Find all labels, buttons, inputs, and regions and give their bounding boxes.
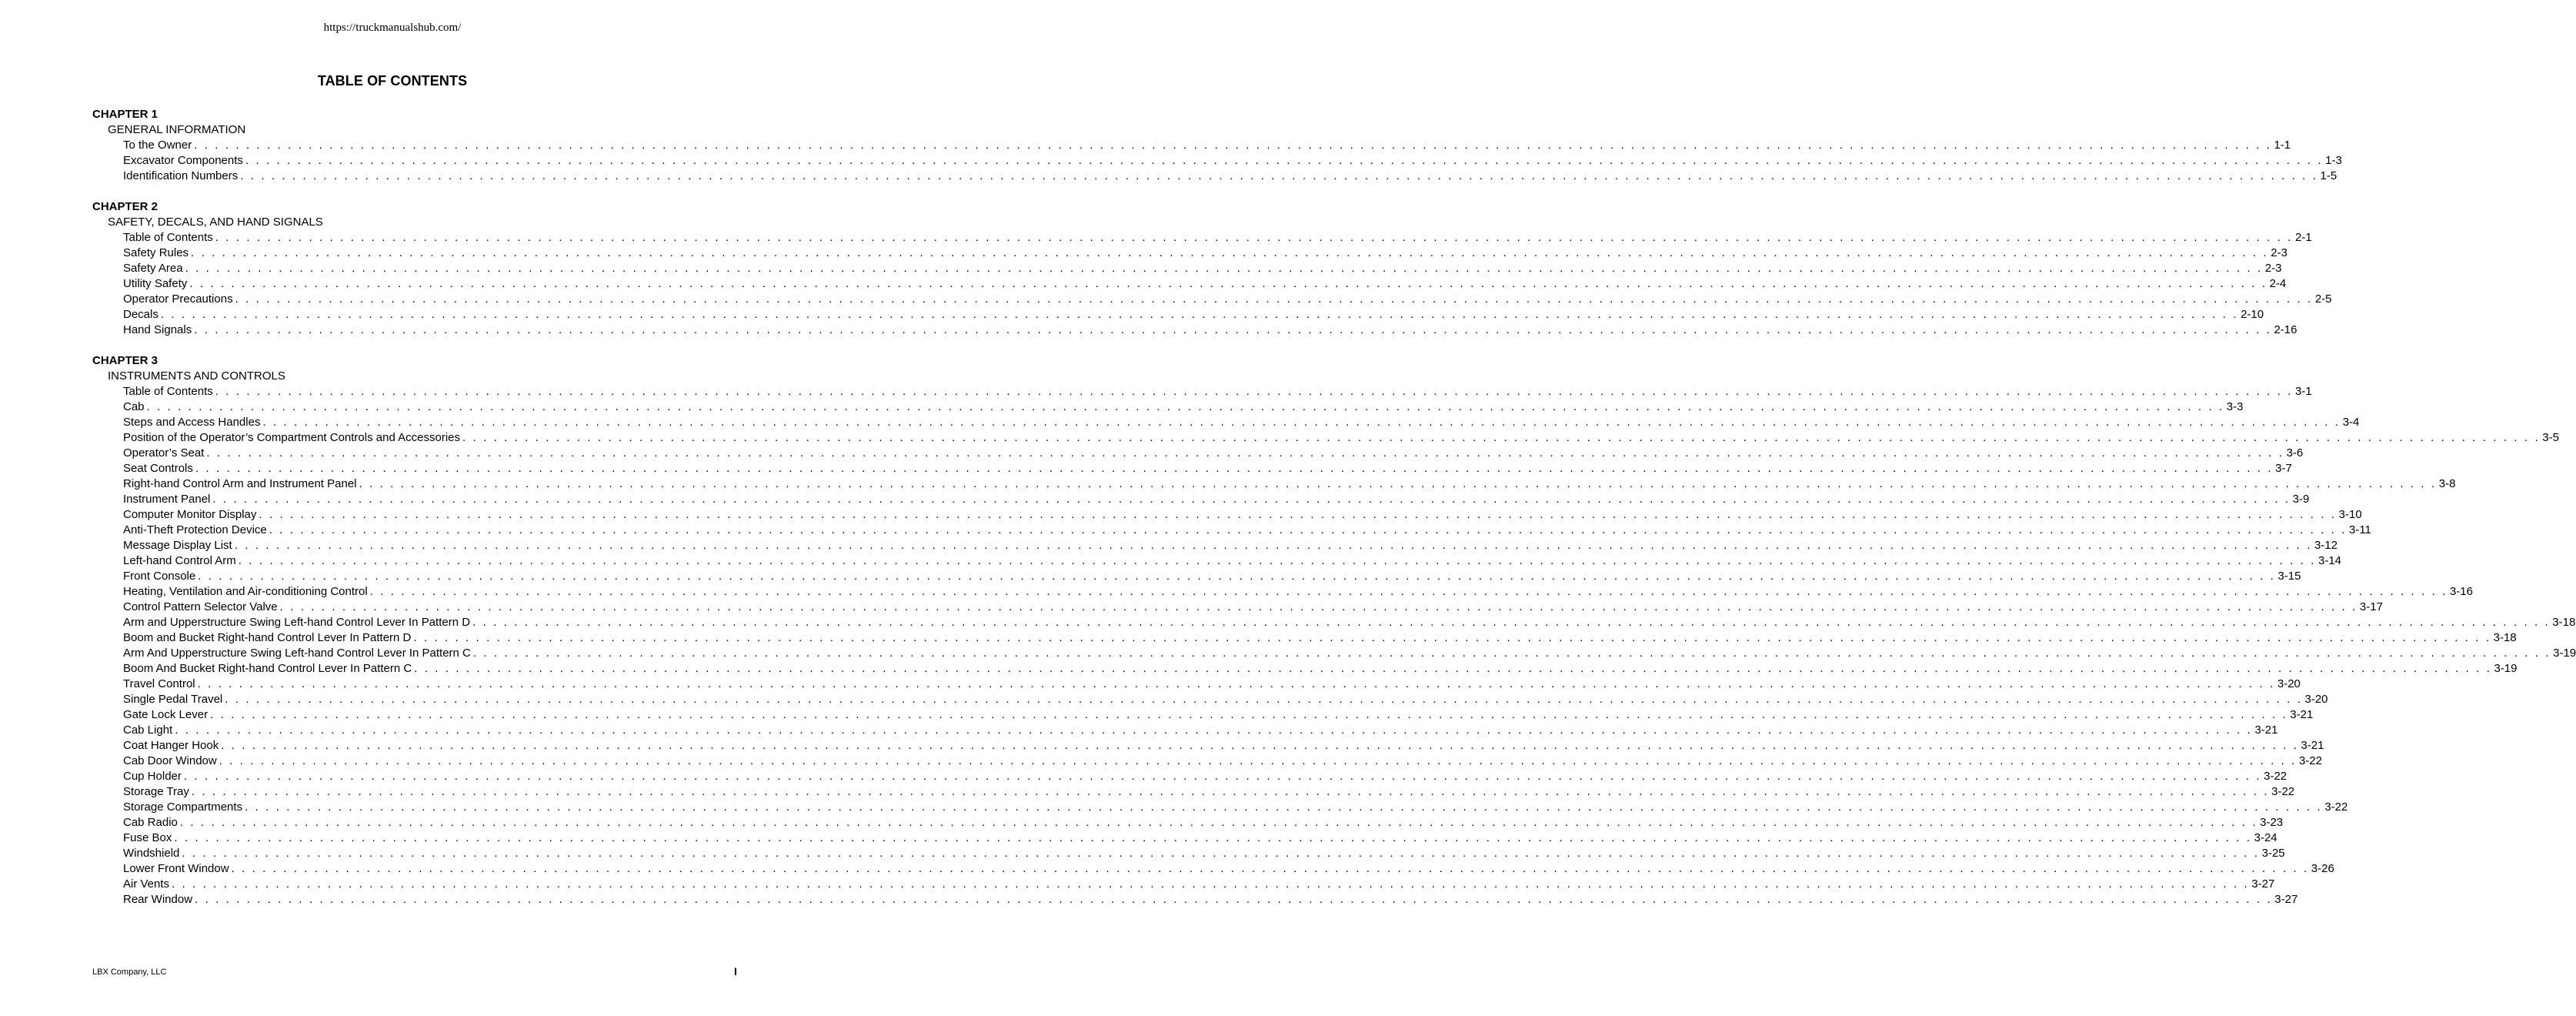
toc-entry-title: Travel Control <box>123 677 195 690</box>
dot-leader: . . . . . . . . . . . . . . . . . . . . . . . . . . . . . . . . . . . . . . . . . . . . . . . . . . . . . . . . . . . . . . . . . . . . . . . . . . . . . . . . . . . . . . . . . . . . . . . . . . . . . . . . . . . . . . . . . . . . . . . . . . . . . . . . . . . . . . . . . . . . . . . . . . . . . . . . . . . . . . . . . . . . . . . . . . . . . . . . . . . . . . . . . . . . . . . . . . . . . . . . <box>182 847 2260 860</box>
dot-leader: . . . . . . . . . . . . . . . . . . . . . . . . . . . . . . . . . . . . . . . . . . . . . . . . . . . . . . . . . . . . . . . . . . . . . . . . . . . . . . . . . . . . . . . . . . . . . . . . . . . . . . . . . . . . . . . . . . . . . . . . . . . . . . . . . . . . . . . . . . . . . . . . . . . . . . . . . . . . . . . . . . . . . . . . . . . . . . . . . . . . . . . . . . . . . . . . . . . . . . . . <box>235 292 2313 306</box>
dot-leader: . . . . . . . . . . . . . . . . . . . . . . . . . . . . . . . . . . . . . . . . . . . . . . . . . . . . . . . . . . . . . . . . . . . . . . . . . . . . . . . . . . . . . . . . . . . . . . . . . . . . . . . . . . . . . . . . . . . . . . . . . . . . . . . . . . . . . . . . . . . . . . . . . . . . . . . . . . . . . . . . . . . . . . . . . . . . . . . . . . . . . . . . . . . . . . . . . . . . . . . . <box>359 477 2437 490</box>
toc-entry[interactable] <box>92 800 2348 815</box>
toc-entry-title: Arm And Upperstructure Swing Left-hand Control Lever In Pattern C <box>123 647 471 660</box>
toc-entry-title: Table of Contents <box>123 385 213 398</box>
dot-leader: . . . . . . . . . . . . . . . . . . . . . . . . . . . . . . . . . . . . . . . . . . . . . . . . . . . . . . . . . . . . . . . . . . . . . . . . . . . . . . . . . . . . . . . . . . . . . . . . . . . . . . . . . . . . . . . . . . . . . . . . . . . . . . . . . . . . . . . . . . . . . . . . . . . . . . . . . . . . . . . . . . . . . . . . . . . . . . . . . . . . . . . . . . . . . . . . . . . . . . . . <box>197 677 2275 690</box>
toc-entry-title: Arm and Upperstructure Swing Left-hand Control Lever In Pattern D <box>123 616 471 629</box>
toc-entry[interactable] <box>92 600 2383 615</box>
toc-entry-page: 3-16 <box>2449 585 2473 598</box>
toc-entry-title: Boom and Bucket Right-hand Control Lever In Pattern D <box>123 631 412 644</box>
toc-entry-page: 3-18 <box>2493 631 2517 644</box>
toc-entry-title: Cab Door Window <box>123 754 217 767</box>
toc-entry-title: Operator’s Seat <box>123 446 205 460</box>
toc-entry-page: 3-22 <box>2271 785 2295 798</box>
toc-entry-page: 3-22 <box>2324 800 2348 814</box>
toc-entry[interactable] <box>92 815 2284 831</box>
chapter-section <box>92 199 2332 338</box>
toc-entry[interactable] <box>92 507 2362 523</box>
page-title: TABLE OF CONTENTS <box>317 73 468 89</box>
toc-entry-page: 3-24 <box>2254 831 2277 844</box>
dot-leader: . . . . . . . . . . . . . . . . . . . . . . . . . . . . . . . . . . . . . . . . . . . . . . . . . . . . . . . . . . . . . . . . . . . . . . . . . . . . . . . . . . . . . . . . . . . . . . . . . . . . . . . . . . . . . . . . . . . . . . . . . . . . . . . . . . . . . . . . . . . . . . . . . . . . . . . . . . . . . . . . . . . . . . . . . . . . . . . . . . . . . . . . . . . . . . . . . . . . . . . . <box>414 662 2492 675</box>
table-of-contents <box>92 107 2576 923</box>
dot-leader: . . . . . . . . . . . . . . . . . . . . . . . . . . . . . . . . . . . . . . . . . . . . . . . . . . . . . . . . . . . . . . . . . . . . . . . . . . . . . . . . . . . . . . . . . . . . . . . . . . . . . . . . . . . . . . . . . . . . . . . . . . . . . . . . . . . . . . . . . . . . . . . . . . . . . . . . . . . . . . . . . . . . . . . . . . . . . . . . . . . . . . . . . . . . . . . . . . . . . . . . <box>234 539 2312 552</box>
toc-entry-title: Position of the Operator’s Compartment Controls and Accessories <box>123 431 460 444</box>
toc-entry-title: Left-hand Control Arm <box>123 554 236 567</box>
toc-entry-page: 3-15 <box>2277 570 2301 583</box>
toc-entry[interactable] <box>92 769 2287 784</box>
dot-leader: . . . . . . . . . . . . . . . . . . . . . . . . . . . . . . . . . . . . . . . . . . . . . . . . . . . . . . . . . . . . . . . . . . . . . . . . . . . . . . . . . . . . . . . . . . . . . . . . . . . . . . . . . . . . . . . . . . . . . . . . . . . . . . . . . . . . . . . . . . . . . . . . . . . . . . . . . . . . . . . . . . . . . . . . . . . . . . . . . . . . . . . . . . . . . . . . . . . . . . . . <box>195 462 2274 475</box>
toc-entry-title: Cab <box>123 400 145 413</box>
toc-entry-page: 3-11 <box>2348 523 2371 536</box>
toc-entry-page: 3-17 <box>2359 600 2383 613</box>
toc-entry-page: 3-25 <box>2261 847 2285 860</box>
dot-leader: . . . . . . . . . . . . . . . . . . . . . . . . . . . . . . . . . . . . . . . . . . . . . . . . . . . . . . . . . . . . . . . . . . . . . . . . . . . . . . . . . . . . . . . . . . . . . . . . . . . . . . . . . . . . . . . . . . . . . . . . . . . . . . . . . . . . . . . . . . . . . . . . . . . . . . . . . . . . . . . . . . . . . . . . . . . . . . . . . . . . . . . . . . . . . . . . . . . . . . . . <box>185 262 2263 275</box>
toc-entry-page: 2-1 <box>2294 231 2312 244</box>
toc-entry-title: Front Console <box>123 570 196 583</box>
toc-entry[interactable] <box>92 569 2301 584</box>
toc-entry[interactable] <box>92 553 2342 569</box>
toc-entry-page: 3-4 <box>2342 416 2360 429</box>
toc-entry[interactable] <box>92 738 2324 754</box>
source-url: https://truckmanualshub.com/ <box>323 22 462 34</box>
dot-leader: . . . . . . . . . . . . . . . . . . . . . . . . . . . . . . . . . . . . . . . . . . . . . . . . . . . . . . . . . . . . . . . . . . . . . . . . . . . . . . . . . . . . . . . . . . . . . . . . . . . . . . . . . . . . . . . . . . . . . . . . . . . . . . . . . . . . . . . . . . . . . . . . . . . . . . . . . . . . . . . . . . . . . . . . . . . . . . . . . . . . . . . . . . . . . . . . . . . . . . . . <box>210 708 2288 721</box>
toc-entry-title: Right-hand Control Arm and Instrument Panel <box>123 477 357 490</box>
toc-entry[interactable] <box>92 754 2322 769</box>
toc-entry[interactable] <box>92 276 2287 292</box>
toc-entry[interactable] <box>92 323 2297 338</box>
toc-entry-title: Boom And Bucket Right-hand Control Lever In Pattern C <box>123 662 412 675</box>
dot-leader: . . . . . . . . . . . . . . . . . . . . . . . . . . . . . . . . . . . . . . . . . . . . . . . . . . . . . . . . . . . . . . . . . . . . . . . . . . . . . . . . . . . . . . . . . . . . . . . . . . . . . . . . . . . . . . . . . . . . . . . . . . . . . . . . . . . . . . . . . . . . . . . . . . . . . . . . . . . . . . . . . . . . . . . . . . . . . . . . . . . . . . . . . . . . . . . . . . . . . . . . <box>183 770 2262 783</box>
toc-entry-title: Cab Radio <box>123 816 178 829</box>
toc-entry-page: 3-21 <box>2290 708 2314 721</box>
toc-entry[interactable] <box>92 461 2292 476</box>
toc-entry-page: 3-22 <box>2298 754 2322 767</box>
toc-entry[interactable] <box>92 169 2337 184</box>
toc-entry[interactable] <box>92 892 2298 907</box>
toc-entry-title: Heating, Ventilation and Air-conditioning Control <box>123 585 368 598</box>
toc-entry-title: Message Display List <box>123 539 232 552</box>
dot-leader: . . . . . . . . . . . . . . . . . . . . . . . . . . . . . . . . . . . . . . . . . . . . . . . . . . . . . . . . . . . . . . . . . . . . . . . . . . . . . . . . . . . . . . . . . . . . . . . . . . . . . . . . . . . . . . . . . . . . . . . . . . . . . . . . . . . . . . . . . . . . . . . . . . . . . . . . . . . . . . . . . . . . . . . . . . . . . . . . . . . . . . . . . . . . . . . . . . . . . . . . <box>245 800 2323 814</box>
toc-entry-page: 3-1 <box>2294 385 2312 398</box>
toc-entry-page: 3-3 <box>2226 400 2244 413</box>
toc-entry-page: 3-9 <box>2292 493 2310 506</box>
toc-entry[interactable] <box>92 877 2275 892</box>
toc-entry[interactable] <box>92 384 2312 399</box>
toc-entry-page: 3-20 <box>2304 693 2328 706</box>
toc-entry-page: 3-19 <box>2553 647 2576 660</box>
toc-entry-page: 1-1 <box>2274 139 2291 152</box>
toc-entry-title: Table of Contents <box>123 231 213 244</box>
toc-entry-title: Safety Rules <box>123 246 189 259</box>
dot-leader: . . . . . . . . . . . . . . . . . . . . . . . . . . . . . . . . . . . . . . . . . . . . . . . . . . . . . . . . . . . . . . . . . . . . . . . . . . . . . . . . . . . . . . . . . . . . . . . . . . . . . . . . . . . . . . . . . . . . . . . . . . . . . . . . . . . . . . . . . . . . . . . . . . . . . . . . . . . . . . . . . . . . . . . . . . . . . . . . . . . . . . . . . . . . . . . . . . . . . . . . <box>191 785 2270 798</box>
chapter-section <box>92 353 2576 907</box>
dot-leader: . . . . . . . . . . . . . . . . . . . . . . . . . . . . . . . . . . . . . . . . . . . . . . . . . . . . . . . . . . . . . . . . . . . . . . . . . . . . . . . . . . . . . . . . . . . . . . . . . . . . . . . . . . . . . . . . . . . . . . . . . . . . . . . . . . . . . . . . . . . . . . . . . . . . . . . . . . . . . . . . . . . . . . . . . . . . . . . . . . . . . . . . . . . . . . . . . . . . . . . . <box>206 446 2284 460</box>
toc-entry-title: Safety Area <box>123 262 183 275</box>
toc-entry[interactable] <box>92 630 2517 646</box>
dot-leader: . . . . . . . . . . . . . . . . . . . . . . . . . . . . . . . . . . . . . . . . . . . . . . . . . . . . . . . . . . . . . . . . . . . . . . . . . . . . . . . . . . . . . . . . . . . . . . . . . . . . . . . . . . . . . . . . . . . . . . . . . . . . . . . . . . . . . . . . . . . . . . . . . . . . . . . . . . . . . . . . . . . . . . . . . . . . . . . . . . . . . . . . . . . . . . . . . . . . . . . . <box>413 631 2491 644</box>
toc-entry[interactable] <box>92 153 2342 169</box>
toc-entry-page: 2-4 <box>2269 277 2287 290</box>
dot-leader: . . . . . . . . . . . . . . . . . . . . . . . . . . . . . . . . . . . . . . . . . . . . . . . . . . . . . . . . . . . . . . . . . . . . . . . . . . . . . . . . . . . . . . . . . . . . . . . . . . . . . . . . . . . . . . . . . . . . . . . . . . . . . . . . . . . . . . . . . . . . . . . . . . . . . . . . . . . . . . . . . . . . . . . . . . . . . . . . . . . . . . . . . . . . . . . . . . . . . . . . <box>238 554 2316 567</box>
toc-entry[interactable] <box>92 538 2337 553</box>
toc-entry-title: Single Pedal Travel <box>123 693 223 706</box>
toc-entry[interactable] <box>92 523 2371 538</box>
toc-entry[interactable] <box>92 292 2332 307</box>
dot-leader: . . . . . . . . . . . . . . . . . . . . . . . . . . . . . . . . . . . . . . . . . . . . . . . . . . . . . . . . . . . . . . . . . . . . . . . . . . . . . . . . . . . . . . . . . . . . . . . . . . . . . . . . . . . . . . . . . . . . . . . . . . . . . . . . . . . . . . . . . . . . . . . . . . . . . . . . . . . . . . . . . . . . . . . . . . . . . . . . . . . . . . . . . . . . . . . . . . . . . . . . <box>240 169 2318 182</box>
toc-entry-title: To the Owner <box>123 139 192 152</box>
dot-leader: . . . . . . . . . . . . . . . . . . . . . . . . . . . . . . . . . . . . . . . . . . . . . . . . . . . . . . . . . . . . . . . . . . . . . . . . . . . . . . . . . . . . . . . . . . . . . . . . . . . . . . . . . . . . . . . . . . . . . . . . . . . . . . . . . . . . . . . . . . . . . . . . . . . . . . . . . . . . . . . . . . . . . . . . . . . . . . . . . . . . . . . . . . . . . . . . . . . . . . . . <box>172 877 2250 891</box>
toc-entry-title: Identification Numbers <box>123 169 239 182</box>
dot-leader: . . . . . . . . . . . . . . . . . . . . . . . . . . . . . . . . . . . . . . . . . . . . . . . . . . . . . . . . . . . . . . . . . . . . . . . . . . . . . . . . . . . . . . . . . . . . . . . . . . . . . . . . . . . . . . . . . . . . . . . . . . . . . . . . . . . . . . . . . . . . . . . . . . . . . . . . . . . . . . . . . . . . . . . . . . . . . . . . . . . . . . . . . . . . . . . . . . . . . . . . <box>219 754 2297 767</box>
toc-entry[interactable] <box>92 476 2456 492</box>
toc-entry-page: 1-5 <box>2320 169 2337 182</box>
toc-entry-page: 3-8 <box>2438 477 2456 490</box>
dot-leader: . . . . . . . . . . . . . . . . . . . . . . . . . . . . . . . . . . . . . . . . . . . . . . . . . . . . . . . . . . . . . . . . . . . . . . . . . . . . . . . . . . . . . . . . . . . . . . . . . . . . . . . . . . . . . . . . . . . . . . . . . . . . . . . . . . . . . . . . . . . . . . . . . . . . . . . . . . . . . . . . . . . . . . . . . . . . . . . . . . . . . . . . . . . . . . . . . . . . . . . . <box>225 693 2303 706</box>
toc-entry[interactable] <box>92 707 2314 723</box>
chapter-section <box>92 107 2342 184</box>
toc-entry-title: Computer Monitor Display <box>123 508 257 521</box>
toc-entry[interactable] <box>92 415 2360 430</box>
toc-entry-title: Control Pattern Selector Valve <box>123 600 278 613</box>
toc-entry[interactable] <box>92 307 2264 323</box>
toc-entry-title: Cup Holder <box>123 770 182 783</box>
dot-leader: . . . . . . . . . . . . . . . . . . . . . . . . . . . . . . . . . . . . . . . . . . . . . . . . . . . . . . . . . . . . . . . . . . . . . . . . . . . . . . . . . . . . . . . . . . . . . . . . . . . . . . . . . . . . . . . . . . . . . . . . . . . . . . . . . . . . . . . . . . . . . . . . . . . . . . . . . . . . . . . . . . . . . . . . . . . . . . . . . . . . . . . . . . . . . . . . . . . . . . . . <box>191 246 2269 259</box>
toc-entry-page: 3-27 <box>2274 893 2298 906</box>
toc-entry-page: 3-5 <box>2542 431 2559 444</box>
dot-leader: . . . . . . . . . . . . . . . . . . . . . . . . . . . . . . . . . . . . . . . . . . . . . . . . . . . . . . . . . . . . . . . . . . . . . . . . . . . . . . . . . . . . . . . . . . . . . . . . . . . . . . . . . . . . . . . . . . . . . . . . . . . . . . . . . . . . . . . . . . . . . . . . . . . . . . . . . . . . . . . . . . . . . . . . . . . . . . . . . . . . . . . . . . . . . . . . . . . . . . . . <box>212 493 2291 506</box>
dot-leader: . . . . . . . . . . . . . . . . . . . . . . . . . . . . . . . . . . . . . . . . . . . . . . . . . . . . . . . . . . . . . . . . . . . . . . . . . . . . . . . . . . . . . . . . . . . . . . . . . . . . . . . . . . . . . . . . . . . . . . . . . . . . . . . . . . . . . . . . . . . . . . . . . . . . . . . . . . . . . . . . . . . . . . . . . . . . . . . . . . . . . . . . . . . . . . . . . . . . . . . . <box>269 523 2347 536</box>
footer-page-number: I <box>734 965 737 978</box>
dot-leader: . . . . . . . . . . . . . . . . . . . . . . . . . . . . . . . . . . . . . . . . . . . . . . . . . . . . . . . . . . . . . . . . . . . . . . . . . . . . . . . . . . . . . . . . . . . . . . . . . . . . . . . . . . . . . . . . . . . . . . . . . . . . . . . . . . . . . . . . . . . . . . . . . . . . . . . . . . . . . . . . . . . . . . . . . . . . . . . . . . . . . . . . . . . . . . . . . . . . . . . . <box>198 570 2276 583</box>
footer-company: LBX Company, LLC <box>92 968 167 977</box>
dot-leader: . . . . . . . . . . . . . . . . . . . . . . . . . . . . . . . . . . . . . . . . . . . . . . . . . . . . . . . . . . . . . . . . . . . . . . . . . . . . . . . . . . . . . . . . . . . . . . . . . . . . . . . . . . . . . . . . . . . . . . . . . . . . . . . . . . . . . . . . . . . . . . . . . . . . . . . . . . . . . . . . . . . . . . . . . . . . . . . . . . . . . . . . . . . . . . . . . . . . . . . . <box>369 585 2448 598</box>
toc-entry[interactable] <box>92 831 2277 846</box>
toc-entry-title: Gate Lock Lever <box>123 708 209 721</box>
dot-leader: . . . . . . . . . . . . . . . . . . . . . . . . . . . . . . . . . . . . . . . . . . . . . . . . . . . . . . . . . . . . . . . . . . . . . . . . . . . . . . . . . . . . . . . . . . . . . . . . . . . . . . . . . . . . . . . . . . . . . . . . . . . . . . . . . . . . . . . . . . . . . . . . . . . . . . . . . . . . . . . . . . . . . . . . . . . . . . . . . . . . . . . . . . . . . . . . . . . . . . . . <box>179 816 2258 829</box>
toc-entry-title: Fuse Box <box>123 831 172 844</box>
toc-entry-page: 2-3 <box>2271 246 2287 259</box>
toc-entry[interactable] <box>92 230 2312 246</box>
toc-entry[interactable] <box>92 677 2301 692</box>
dot-leader: . . . . . . . . . . . . . . . . . . . . . . . . . . . . . . . . . . . . . . . . . . . . . . . . . . . . . . . . . . . . . . . . . . . . . . . . . . . . . . . . . . . . . . . . . . . . . . . . . . . . . . . . . . . . . . . . . . . . . . . . . . . . . . . . . . . . . . . . . . . . . . . . . . . . . . . . . . . . . . . . . . . . . . . . . . . . . . . . . . . . . . . . . . . . . . . . . . . . . . . . <box>231 862 2309 875</box>
toc-entry-page: 3-10 <box>2338 508 2362 521</box>
toc-entry-page: 3-27 <box>2251 877 2275 891</box>
toc-entry[interactable] <box>92 138 2291 153</box>
toc-entry-title: Rear Window <box>123 893 193 906</box>
toc-entry-title: Coat Hanger Hook <box>123 739 219 752</box>
toc-entry-page: 3-20 <box>2277 677 2301 690</box>
toc-entry-page: 1-3 <box>2325 154 2342 167</box>
toc-entry[interactable] <box>92 692 2328 707</box>
toc-entry-page: 3-26 <box>2311 862 2334 875</box>
toc-entry-title: Lower Front Window <box>123 862 229 875</box>
toc-entry-page: 3-14 <box>2317 554 2342 567</box>
dot-leader: . . . . . . . . . . . . . . . . . . . . . . . . . . . . . . . . . . . . . . . . . . . . . . . . . . . . . . . . . . . . . . . . . . . . . . . . . . . . . . . . . . . . . . . . . . . . . . . . . . . . . . . . . . . . . . . . . . . . . . . . . . . . . . . . . . . . . . . . . . . . . . . . . . . . . . . . . . . . . . . . . . . . . . . . . . . . . . . . . . . . . . . . . . . . . . . . . . . . . . . . <box>259 508 2337 521</box>
dot-leader: . . . . . . . . . . . . . . . . . . . . . . . . . . . . . . . . . . . . . . . . . . . . . . . . . . . . . . . . . . . . . . . . . . . . . . . . . . . . . . . . . . . . . . . . . . . . . . . . . . . . . . . . . . . . . . . . . . . . . . . . . . . . . . . . . . . . . . . . . . . . . . . . . . . . . . . . . . . . . . . . . . . . . . . . . . . . . . . . . . . . . . . . . . . . . . . . . . . . . . . . <box>175 724 2253 737</box>
toc-entry-page: 3-23 <box>2260 816 2284 829</box>
toc-entry-page: 3-22 <box>2264 770 2287 783</box>
toc-entry[interactable] <box>92 246 2287 261</box>
toc-entry-title: Anti-Theft Protection Device <box>123 523 267 536</box>
dot-leader: . . . . . . . . . . . . . . . . . . . . . . . . . . . . . . . . . . . . . . . . . . . . . . . . . . . . . . . . . . . . . . . . . . . . . . . . . . . . . . . . . . . . . . . . . . . . . . . . . . . . . . . . . . . . . . . . . . . . . . . . . . . . . . . . . . . . . . . . . . . . . . . . . . . . . . . . . . . . . . . . . . . . . . . . . . . . . . . . . . . . . . . . . . . . . . . . . . . . . . . . <box>195 893 2273 906</box>
toc-entry-title: Steps and Access Handles <box>123 416 261 429</box>
toc-entry[interactable] <box>92 661 2518 677</box>
toc-entry[interactable] <box>92 723 2278 738</box>
toc-entry-title: Windshield <box>123 847 180 860</box>
dot-leader: . . . . . . . . . . . . . . . . . . . . . . . . . . . . . . . . . . . . . . . . . . . . . . . . . . . . . . . . . . . . . . . . . . . . . . . . . . . . . . . . . . . . . . . . . . . . . . . . . . . . . . . . . . . . . . . . . . . . . . . . . . . . . . . . . . . . . . . . . . . . . . . . . . . . . . . . . . . . . . . . . . . . . . . . . . . . . . . . . . . . . . . . . . . . . . . . . . . . . . . . <box>189 277 2267 290</box>
chapter-label: CHAPTER 2 <box>92 200 158 213</box>
dot-leader: . . . . . . . . . . . . . . . . . . . . . . . . . . . . . . . . . . . . . . . . . . . . . . . . . . . . . . . . . . . . . . . . . . . . . . . . . . . . . . . . . . . . . . . . . . . . . . . . . . . . . . . . . . . . . . . . . . . . . . . . . . . . . . . . . . . . . . . . . . . . . . . . . . . . . . . . . . . . . . . . . . . . . . . . . . . . . . . . . . . . . . . . . . . . . . . . . . . . . . . . <box>245 154 2324 167</box>
dot-leader: . . . . . . . . . . . . . . . . . . . . . . . . . . . . . . . . . . . . . . . . . . . . . . . . . . . . . . . . . . . . . . . . . . . . . . . . . . . . . . . . . . . . . . . . . . . . . . . . . . . . . . . . . . . . . . . . . . . . . . . . . . . . . . . . . . . . . . . . . . . . . . . . . . . . . . . . . . . . . . . . . . . . . . . . . . . . . . . . . . . . . . . . . . . . . . . . . . . . . . . . <box>472 647 2551 660</box>
toc-entry-title: Operator Precautions <box>123 292 233 306</box>
toc-entry-page: 3-21 <box>2301 739 2324 752</box>
chapter-label: CHAPTER 3 <box>92 354 158 367</box>
dot-leader: . . . . . . . . . . . . . . . . . . . . . . . . . . . . . . . . . . . . . . . . . . . . . . . . . . . . . . . . . . . . . . . . . . . . . . . . . . . . . . . . . . . . . . . . . . . . . . . . . . . . . . . . . . . . . . . . . . . . . . . . . . . . . . . . . . . . . . . . . . . . . . . . . . . . . . . . . . . . . . . . . . . . . . . . . . . . . . . . . . . . . . . . . . . . . . . . . . . . . . . . <box>174 831 2252 844</box>
dot-leader: . . . . . . . . . . . . . . . . . . . . . . . . . . . . . . . . . . . . . . . . . . . . . . . . . . . . . . . . . . . . . . . . . . . . . . . . . . . . . . . . . . . . . . . . . . . . . . . . . . . . . . . . . . . . . . . . . . . . . . . . . . . . . . . . . . . . . . . . . . . . . . . . . . . . . . . . . . . . . . . . . . . . . . . . . . . . . . . . . . . . . . . . . . . . . . . . . . . . . . . . <box>462 431 2541 444</box>
toc-entry[interactable] <box>92 430 2559 446</box>
dot-leader: . . . . . . . . . . . . . . . . . . . . . . . . . . . . . . . . . . . . . . . . . . . . . . . . . . . . . . . . . . . . . . . . . . . . . . . . . . . . . . . . . . . . . . . . . . . . . . . . . . . . . . . . . . . . . . . . . . . . . . . . . . . . . . . . . . . . . . . . . . . . . . . . . . . . . . . . . . . . . . . . . . . . . . . . . . . . . . . . . . . . . . . . . . . . . . . . . . . . . . . . <box>146 400 2224 413</box>
toc-entry-page: 3-19 <box>2494 662 2518 675</box>
toc-entry[interactable] <box>92 261 2282 276</box>
toc-entry-page: 3-6 <box>2286 446 2304 460</box>
toc-entry-title: Decals <box>123 308 158 321</box>
dot-leader: . . . . . . . . . . . . . . . . . . . . . . . . . . . . . . . . . . . . . . . . . . . . . . . . . . . . . . . . . . . . . . . . . . . . . . . . . . . . . . . . . . . . . . . . . . . . . . . . . . . . . . . . . . . . . . . . . . . . . . . . . . . . . . . . . . . . . . . . . . . . . . . . . . . . . . . . . . . . . . . . . . . . . . . . . . . . . . . . . . . . . . . . . . . . . . . . . . . . . . . . <box>194 139 2272 152</box>
toc-entry[interactable] <box>92 615 2576 630</box>
toc-entry-page: 3-12 <box>2314 539 2337 552</box>
toc-entry-title: Utility Safety <box>123 277 188 290</box>
chapter-label: CHAPTER 1 <box>92 108 158 121</box>
toc-entry-title: Cab Light <box>123 724 173 737</box>
toc-entry-page: 2-5 <box>2314 292 2332 306</box>
chapter-title: SAFETY, DECALS, AND HAND SIGNALS <box>108 216 323 229</box>
toc-entry-page: 3-18 <box>2552 616 2576 629</box>
toc-entry[interactable] <box>92 399 2244 415</box>
toc-entry[interactable] <box>92 784 2295 800</box>
chapter-title: GENERAL INFORMATION <box>108 123 246 136</box>
toc-entry-title: Instrument Panel <box>123 493 211 506</box>
dot-leader: . . . . . . . . . . . . . . . . . . . . . . . . . . . . . . . . . . . . . . . . . . . . . . . . . . . . . . . . . . . . . . . . . . . . . . . . . . . . . . . . . . . . . . . . . . . . . . . . . . . . . . . . . . . . . . . . . . . . . . . . . . . . . . . . . . . . . . . . . . . . . . . . . . . . . . . . . . . . . . . . . . . . . . . . . . . . . . . . . . . . . . . . . . . . . . . . . . . . . . . . <box>262 416 2341 429</box>
chapter-title: INSTRUMENTS AND CONTROLS <box>108 369 285 383</box>
dot-leader: . . . . . . . . . . . . . . . . . . . . . . . . . . . . . . . . . . . . . . . . . . . . . . . . . . . . . . . . . . . . . . . . . . . . . . . . . . . . . . . . . . . . . . . . . . . . . . . . . . . . . . . . . . . . . . . . . . . . . . . . . . . . . . . . . . . . . . . . . . . . . . . . . . . . . . . . . . . . . . . . . . . . . . . . . . . . . . . . . . . . . . . . . . . . . . . . . . . . . . . . <box>221 739 2299 752</box>
dot-leader: . . . . . . . . . . . . . . . . . . . . . . . . . . . . . . . . . . . . . . . . . . . . . . . . . . . . . . . . . . . . . . . . . . . . . . . . . . . . . . . . . . . . . . . . . . . . . . . . . . . . . . . . . . . . . . . . . . . . . . . . . . . . . . . . . . . . . . . . . . . . . . . . . . . . . . . . . . . . . . . . . . . . . . . . . . . . . . . . . . . . . . . . . . . . . . . . . . . . . . . . <box>194 323 2272 336</box>
toc-entry[interactable] <box>92 646 2576 661</box>
toc-entry[interactable] <box>92 584 2473 600</box>
dot-leader: . . . . . . . . . . . . . . . . . . . . . . . . . . . . . . . . . . . . . . . . . . . . . . . . . . . . . . . . . . . . . . . . . . . . . . . . . . . . . . . . . . . . . . . . . . . . . . . . . . . . . . . . . . . . . . . . . . . . . . . . . . . . . . . . . . . . . . . . . . . . . . . . . . . . . . . . . . . . . . . . . . . . . . . . . . . . . . . . . . . . . . . . . . . . . . . . . . . . . . . . <box>215 231 2293 244</box>
toc-entry-page: 2-3 <box>2264 262 2282 275</box>
toc-entry-title: Storage Tray <box>123 785 189 798</box>
toc-entry-title: Storage Compartments <box>123 800 243 814</box>
toc-entry-page: 2-16 <box>2274 323 2297 336</box>
toc-entry-title: Air Vents <box>123 877 170 891</box>
dot-leader: . . . . . . . . . . . . . . . . . . . . . . . . . . . . . . . . . . . . . . . . . . . . . . . . . . . . . . . . . . . . . . . . . . . . . . . . . . . . . . . . . . . . . . . . . . . . . . . . . . . . . . . . . . . . . . . . . . . . . . . . . . . . . . . . . . . . . . . . . . . . . . . . . . . . . . . . . . . . . . . . . . . . . . . . . . . . . . . . . . . . . . . . . . . . . . . . . . . . . . . . <box>472 616 2551 629</box>
toc-entry[interactable] <box>92 492 2310 507</box>
toc-entry[interactable] <box>92 446 2304 461</box>
toc-entry-title: Seat Controls <box>123 462 193 475</box>
toc-entry-page: 3-7 <box>2275 462 2292 475</box>
dot-leader: . . . . . . . . . . . . . . . . . . . . . . . . . . . . . . . . . . . . . . . . . . . . . . . . . . . . . . . . . . . . . . . . . . . . . . . . . . . . . . . . . . . . . . . . . . . . . . . . . . . . . . . . . . . . . . . . . . . . . . . . . . . . . . . . . . . . . . . . . . . . . . . . . . . . . . . . . . . . . . . . . . . . . . . . . . . . . . . . . . . . . . . . . . . . . . . . . . . . . . . . <box>215 385 2293 398</box>
toc-entry-title: Excavator Components <box>123 154 243 167</box>
toc-entry-page: 3-21 <box>2254 724 2278 737</box>
toc-entry-page: 2-10 <box>2241 308 2264 321</box>
toc-entry[interactable] <box>92 846 2285 861</box>
toc-entry[interactable] <box>92 861 2334 877</box>
dot-leader: . . . . . . . . . . . . . . . . . . . . . . . . . . . . . . . . . . . . . . . . . . . . . . . . . . . . . . . . . . . . . . . . . . . . . . . . . . . . . . . . . . . . . . . . . . . . . . . . . . . . . . . . . . . . . . . . . . . . . . . . . . . . . . . . . . . . . . . . . . . . . . . . . . . . . . . . . . . . . . . . . . . . . . . . . . . . . . . . . . . . . . . . . . . . . . . . . . . . . . . . <box>279 600 2357 613</box>
toc-entry-title: Hand Signals <box>123 323 192 336</box>
dot-leader: . . . . . . . . . . . . . . . . . . . . . . . . . . . . . . . . . . . . . . . . . . . . . . . . . . . . . . . . . . . . . . . . . . . . . . . . . . . . . . . . . . . . . . . . . . . . . . . . . . . . . . . . . . . . . . . . . . . . . . . . . . . . . . . . . . . . . . . . . . . . . . . . . . . . . . . . . . . . . . . . . . . . . . . . . . . . . . . . . . . . . . . . . . . . . . . . . . . . . . . . <box>160 308 2239 321</box>
